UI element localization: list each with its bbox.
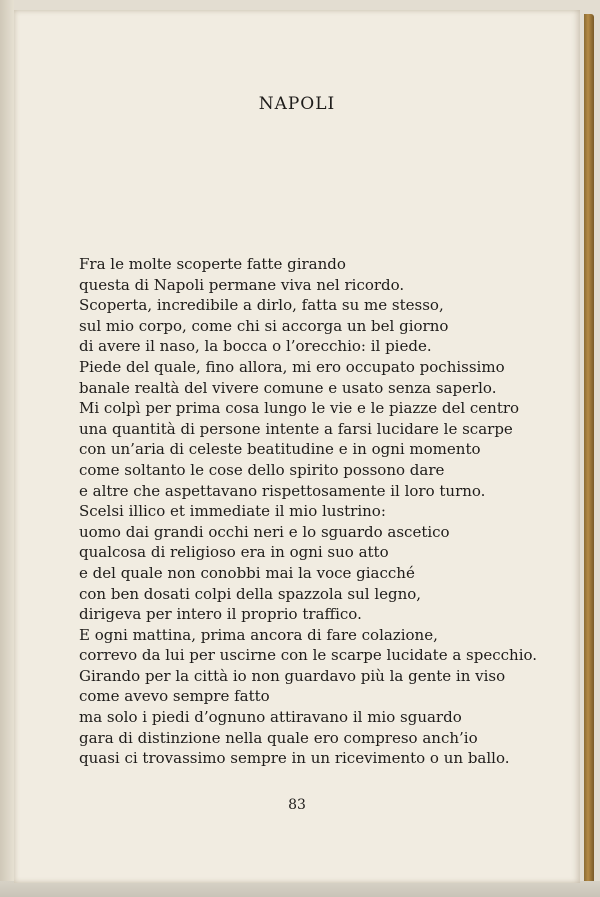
poem-line: Fra le molte scoperte fatte girando <box>79 255 346 273</box>
poem-line: qualcosa di religioso era in ogni suo atto <box>79 543 389 562</box>
poem-line: di avere il naso, la bocca o l’orecchio: il piede. <box>79 337 432 356</box>
poem-line: Scelsi illico et immediate il mio lustrino: <box>79 502 386 521</box>
poem-line: dirigeva per intero il proprio traffico. <box>79 605 362 624</box>
table-surface <box>0 881 600 897</box>
facing-page-edge <box>0 0 14 897</box>
poem-line: e altre che aspettavano rispettosamente il loro turno. <box>79 481 486 500</box>
poem-body <box>79 254 549 769</box>
poem-line: sul mio corpo, come chi si accorga un bel giorno <box>79 316 449 335</box>
poem-line: come soltanto le cose dello spirito possono dare <box>79 460 445 479</box>
poem-line: e del quale non conobbi mai la voce giacché <box>79 563 415 582</box>
poem-line: Piede del quale, fino allora, mi ero occupato pochissimo <box>79 357 505 376</box>
poem-line: quasi ci trovassimo sempre in un ricevimento o un ballo. <box>79 749 510 768</box>
poem-line: Mi colpì per prima cosa lungo le vie e le piazze del centro <box>79 399 520 418</box>
book-page <box>14 10 580 883</box>
poem-line: come avevo sempre fatto <box>79 687 270 706</box>
poem-line: gara di distinzione nella quale ero compreso anch’io <box>79 728 478 747</box>
book-spine-edge <box>584 14 594 884</box>
poem-line: una quantità di persone intente a farsi lucidare le scarpe <box>79 419 513 438</box>
poem-line: uomo dai grandi occhi neri e lo sguardo ascetico <box>79 522 450 541</box>
poem-line: ma solo i piedi d’ognuno attiravano il mio sguardo <box>79 708 462 727</box>
poem-line: banale realtà del vivere comune e usato senza saperlo. <box>79 378 497 397</box>
poem-line: correvo da lui per uscirne con le scarpe lucidate a specchio. <box>79 646 538 665</box>
page-title: NAPOLI <box>258 94 336 114</box>
poem-line: con ben dosati colpi della spazzola sul legno, <box>79 584 422 603</box>
poem-line: Scoperta, incredibile a dirlo, fatta su me stesso, <box>79 296 444 315</box>
page-number: 83 <box>288 797 306 813</box>
poem-line: con un’aria di celeste beatitudine e in ogni momento <box>79 440 481 459</box>
poem-line: Girando per la città io non guardavo più la gente in viso <box>79 666 506 685</box>
poem-line: E ogni mattina, prima ancora di fare colazione, <box>79 625 438 644</box>
poem-line: questa di Napoli permane viva nel ricordo. <box>79 275 405 294</box>
